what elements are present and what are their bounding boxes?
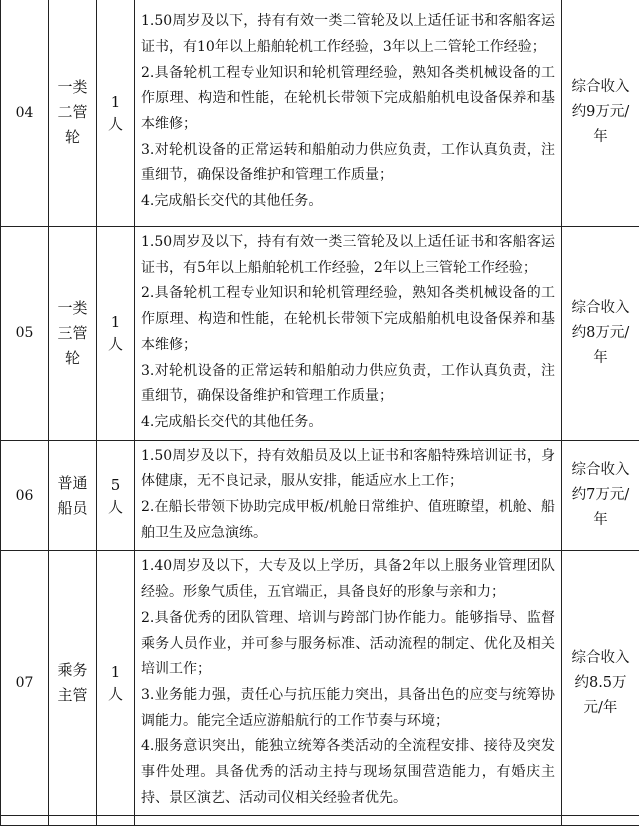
empty-cell	[97, 816, 135, 826]
requirement-item: 2.在船长带领下协助完成甲板/机舱日常维护、值班瞭望，机舱、船舶卫生及应急演练。	[141, 495, 555, 546]
requirement-item: 4.完成船长交代的其他任务。	[141, 189, 555, 215]
empty-cell	[1, 816, 49, 826]
table-row	[1, 551, 639, 816]
row-number: 05	[1, 227, 49, 441]
headcount: 1人	[97, 227, 135, 441]
requirement-item: 3.对轮机设备的正常运转和船舶动力供应负责，工作认真负责，注重细节，确保设备维护和管理工作质量；	[141, 359, 555, 410]
empty-cell	[135, 816, 562, 826]
salary: 综合收入约8.5万元/年	[562, 551, 639, 816]
headcount: 1人	[97, 0, 135, 227]
row-number: 07	[1, 551, 49, 816]
headcount: 5人	[97, 440, 135, 551]
table-row-partial	[1, 816, 639, 826]
requirement-item: 1.50周岁及以下，持有有效一类三管轮及以上适任证书和客船客运证书，有5年以上船舶轮机工作经验，2年以上三管轮工作经验；	[141, 230, 555, 281]
row-number: 06	[1, 440, 49, 551]
headcount: 1人	[97, 551, 135, 816]
requirement-item: 2.具备轮机工程专业知识和轮机管理经验，熟知各类机械设备的工作原理、构造和性能，在轮机长带领下完成船舶机电设备保养和基本维修；	[141, 61, 555, 138]
requirement-item: 1.50周岁及以下，持有有效一类二管轮及以上适任证书和客船客运证书，有10年以上船舶轮机工作经验，3年以上二管轮工作经验；	[141, 9, 555, 60]
requirement-item: 3.业务能力强，责任心与抗压能力突出，具备出色的应变与统筹协调能力。能完全适应游船航行的工作节奏与环境；	[141, 683, 555, 734]
position-name: 一类二管轮	[49, 0, 97, 227]
table-row	[1, 440, 639, 551]
requirements-cell	[135, 227, 562, 441]
requirements-cell	[135, 0, 562, 227]
position-name: 乘务主管	[49, 551, 97, 816]
position-name: 一类三管轮	[49, 227, 97, 441]
row-number: 04	[1, 0, 49, 227]
salary: 综合收入约8万元/年	[562, 227, 639, 441]
table-row	[1, 0, 639, 227]
requirement-item: 2.具备轮机工程专业知识和轮机管理经验，熟知各类机械设备的工作原理、构造和性能，在轮机长带领下完成船舶机电设备保养和基本维修；	[141, 281, 555, 358]
requirement-item: 4.完成船长交代的其他任务。	[141, 410, 555, 436]
position-name: 普通船员	[49, 440, 97, 551]
requirements-cell	[135, 440, 562, 551]
empty-cell	[562, 816, 639, 826]
requirement-item: 1.50周岁及以下，持有效船员及以上证书和客船特殊培训证书，身体健康，无不良记录，服从安排，能适应水上工作；	[141, 444, 555, 495]
requirement-item: 3.对轮机设备的正常运转和船舶动力供应负责，工作认真负责，注重细节，确保设备维护和管理工作质量；	[141, 138, 555, 189]
empty-cell	[49, 816, 97, 826]
requirement-item: 2.具备优秀的团队管理、培训与跨部门协作能力。能够指导、监督乘务人员作业，并可参与服务标准、活动流程的制定、优化及相关培训工作；	[141, 606, 555, 683]
salary: 综合收入约7万元/年	[562, 440, 639, 551]
requirements-cell	[135, 551, 562, 816]
salary: 综合收入约9万元/年	[562, 0, 639, 227]
table-row	[1, 227, 639, 441]
requirement-item: 1.40周岁及以下，大专及以上学历，具备2年以上服务业管理团队经验。形象气质佳，五官端正，具备良好的形象与亲和力；	[141, 554, 555, 605]
requirement-item: 4.服务意识突出，能独立统筹各类活动的全流程安排、接待及突发事件处理。具备优秀的活动主持与现场氛围营造能力，有婚庆主持、景区演艺、活动司仪相关经验者优先。	[141, 734, 555, 811]
